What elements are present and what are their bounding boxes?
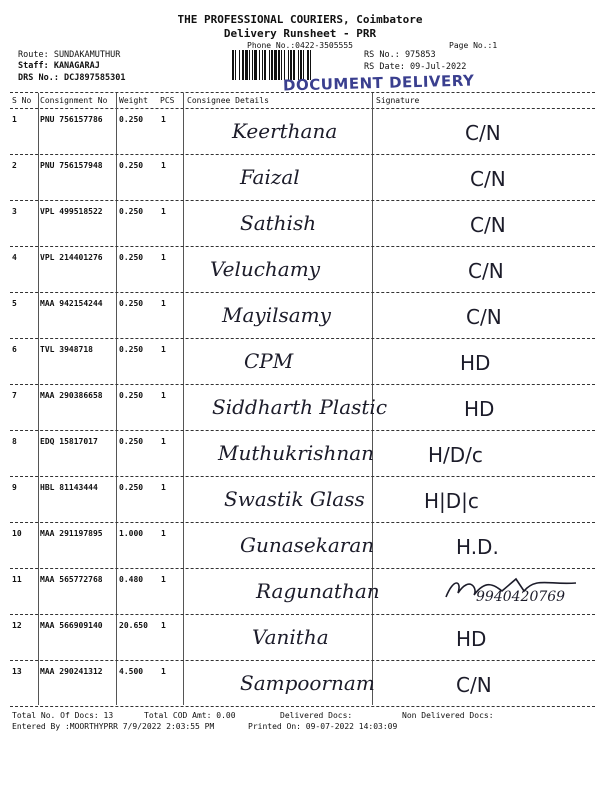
phone-number: Phone No.:0422-3505555 <box>247 41 353 50</box>
row-consignee-handwritten: Gunasekaran <box>240 533 375 557</box>
row-weight: 0.250 <box>119 161 144 170</box>
row-weight: 0.250 <box>119 253 144 262</box>
row-weight: 0.250 <box>119 391 144 400</box>
row-divider <box>10 384 595 385</box>
row-sno: 3 <box>12 207 17 216</box>
header-signature: Signature <box>376 96 420 105</box>
footer-totals <box>12 711 592 720</box>
row-divider <box>10 522 595 523</box>
document-delivery-stamp: DOCUMENT DELIVERY <box>282 71 475 95</box>
row-divider <box>10 614 595 615</box>
row-signature-handwritten: HD <box>460 351 491 375</box>
row-consignment-no: MAA 566909140 <box>40 621 103 630</box>
row-consignment-no: MAA 565772768 <box>40 575 103 584</box>
row-divider <box>10 200 595 201</box>
footer-entry <box>12 722 592 731</box>
row-signature-handwritten: C/N <box>466 305 502 329</box>
row-pcs: 1 <box>161 621 166 630</box>
row-sno: 10 <box>12 529 22 538</box>
route-label: Route: SUNDAKAMUTHUR <box>18 50 121 60</box>
row-divider <box>10 430 595 431</box>
row-consignment-no: MAA 290386658 <box>40 391 103 400</box>
row-consignment-no: VPL 214401276 <box>40 253 103 262</box>
row-sno: 8 <box>12 437 17 446</box>
rs-date: RS Date: 09-Jul-2022 <box>364 62 467 72</box>
row-consignee-handwritten: Sampoornam <box>240 671 375 695</box>
non-delivered-docs: Non Delivered Docs: <box>402 711 494 720</box>
row-weight: 0.250 <box>119 115 144 124</box>
row-divider <box>10 292 595 293</box>
header-weight: Weight <box>119 96 148 105</box>
row-consignment-no: PNU 756157786 <box>40 115 103 124</box>
drs-number: DRS No.: DCJ897585301 <box>18 73 126 83</box>
row-signature-handwritten: C/N <box>468 259 504 283</box>
row-signature-handwritten: C/N <box>456 673 492 697</box>
printed-on: Printed On: 09-07-2022 14:03:09 <box>248 722 398 731</box>
row-divider <box>10 154 595 155</box>
runsheet-title: Delivery Runsheet - PRR <box>223 27 377 40</box>
row-pcs: 1 <box>161 667 166 676</box>
entered-by: Entered By :MOORTHYPRR 7/9/2022 2:03:55 PM <box>12 722 215 731</box>
row-signature-handwritten: H.D. <box>456 535 499 559</box>
row-signature-handwritten: 9940420769 <box>476 589 566 605</box>
row-sno: 4 <box>12 253 17 262</box>
row-pcs: 1 <box>161 161 166 170</box>
row-pcs: 1 <box>161 391 166 400</box>
row-signature-handwritten: H|D|c <box>424 489 479 513</box>
row-consignment-no: TVL 3948718 <box>40 345 93 354</box>
row-sno: 13 <box>12 667 22 676</box>
row-sno: 2 <box>12 161 17 170</box>
row-pcs: 1 <box>161 299 166 308</box>
row-sno: 5 <box>12 299 17 308</box>
row-signature-handwritten: H/D/c <box>428 443 483 467</box>
row-consignee-handwritten: CPM <box>244 349 294 373</box>
signature-scribble <box>440 571 580 603</box>
row-consignment-no: MAA 942154244 <box>40 299 103 308</box>
row-consignment-no: EDQ 15817017 <box>40 437 98 446</box>
row-pcs: 1 <box>161 207 166 216</box>
row-divider <box>10 246 595 247</box>
row-sno: 7 <box>12 391 17 400</box>
row-signature-handwritten: C/N <box>465 121 501 145</box>
row-weight: 0.250 <box>119 207 144 216</box>
row-weight: 0.480 <box>119 575 144 584</box>
row-weight: 0.250 <box>119 437 144 446</box>
company-title: THE PROFESSIONAL COURIERS, Coimbatore <box>177 13 423 26</box>
table-header-rule <box>10 108 595 109</box>
row-divider <box>10 338 595 339</box>
row-consignment-no: MAA 290241312 <box>40 667 103 676</box>
header-sno: S No <box>12 96 32 105</box>
rs-number: RS No.: 975853 <box>364 50 436 60</box>
row-signature-handwritten: HD <box>464 397 495 421</box>
row-consignee-handwritten: Veluchamy <box>210 257 320 281</box>
row-pcs: 1 <box>161 437 166 446</box>
row-divider <box>10 660 595 661</box>
page-number: Page No.:1 <box>449 41 498 50</box>
row-weight: 0.250 <box>119 483 144 492</box>
row-sno: 12 <box>12 621 22 630</box>
row-consignment-no: PNU 756157948 <box>40 161 103 170</box>
row-consignment-no: HBL 81143444 <box>40 483 98 492</box>
row-signature-handwritten: C/N <box>470 213 506 237</box>
row-consignee-handwritten: Keerthana <box>232 119 338 143</box>
header-consignment-no: Consignment No <box>40 96 108 105</box>
row-weight: 0.250 <box>119 345 144 354</box>
row-consignment-no: MAA 291197895 <box>40 529 103 538</box>
delivered-docs: Delivered Docs: <box>280 711 353 720</box>
row-weight: 4.500 <box>119 667 144 676</box>
row-consignee-handwritten: Sathish <box>240 211 317 235</box>
staff-label: Staff: KANAGARAJ <box>18 61 100 71</box>
row-sno: 6 <box>12 345 17 354</box>
row-signature-handwritten: C/N <box>470 167 506 191</box>
total-docs: Total No. Of Docs: 13 <box>12 711 114 720</box>
table-top-rule <box>10 92 595 93</box>
row-weight: 1.000 <box>119 529 144 538</box>
row-pcs: 1 <box>161 345 166 354</box>
row-consignee-handwritten: Vanitha <box>252 625 329 649</box>
row-pcs: 1 <box>161 115 166 124</box>
header-pcs: PCS <box>160 96 175 105</box>
header-consignee-details: Consignee Details <box>187 96 269 105</box>
row-signature-handwritten: HD <box>456 627 487 651</box>
row-sno: 1 <box>12 115 17 124</box>
row-pcs: 1 <box>161 575 166 584</box>
row-consignee-handwritten: Swastik Glass <box>224 487 365 511</box>
row-consignment-no: VPL 499518522 <box>40 207 103 216</box>
row-consignee-handwritten: Ragunathan <box>256 579 380 603</box>
row-sno: 9 <box>12 483 17 492</box>
row-consignee-handwritten: Muthukrishnan <box>218 441 375 465</box>
row-sno: 11 <box>12 575 22 584</box>
row-divider <box>10 706 595 707</box>
row-consignee-handwritten: Faizal <box>240 165 300 189</box>
row-weight: 0.250 <box>119 299 144 308</box>
row-consignee-handwritten: Mayilsamy <box>222 303 331 327</box>
row-pcs: 1 <box>161 483 166 492</box>
row-weight: 20.650 <box>119 621 148 630</box>
total-cod: Total COD Amt: 0.00 <box>144 711 236 720</box>
row-divider <box>10 476 595 477</box>
row-pcs: 1 <box>161 529 166 538</box>
row-divider <box>10 568 595 569</box>
row-consignee-handwritten: Siddharth Plastic <box>212 395 388 419</box>
row-pcs: 1 <box>161 253 166 262</box>
